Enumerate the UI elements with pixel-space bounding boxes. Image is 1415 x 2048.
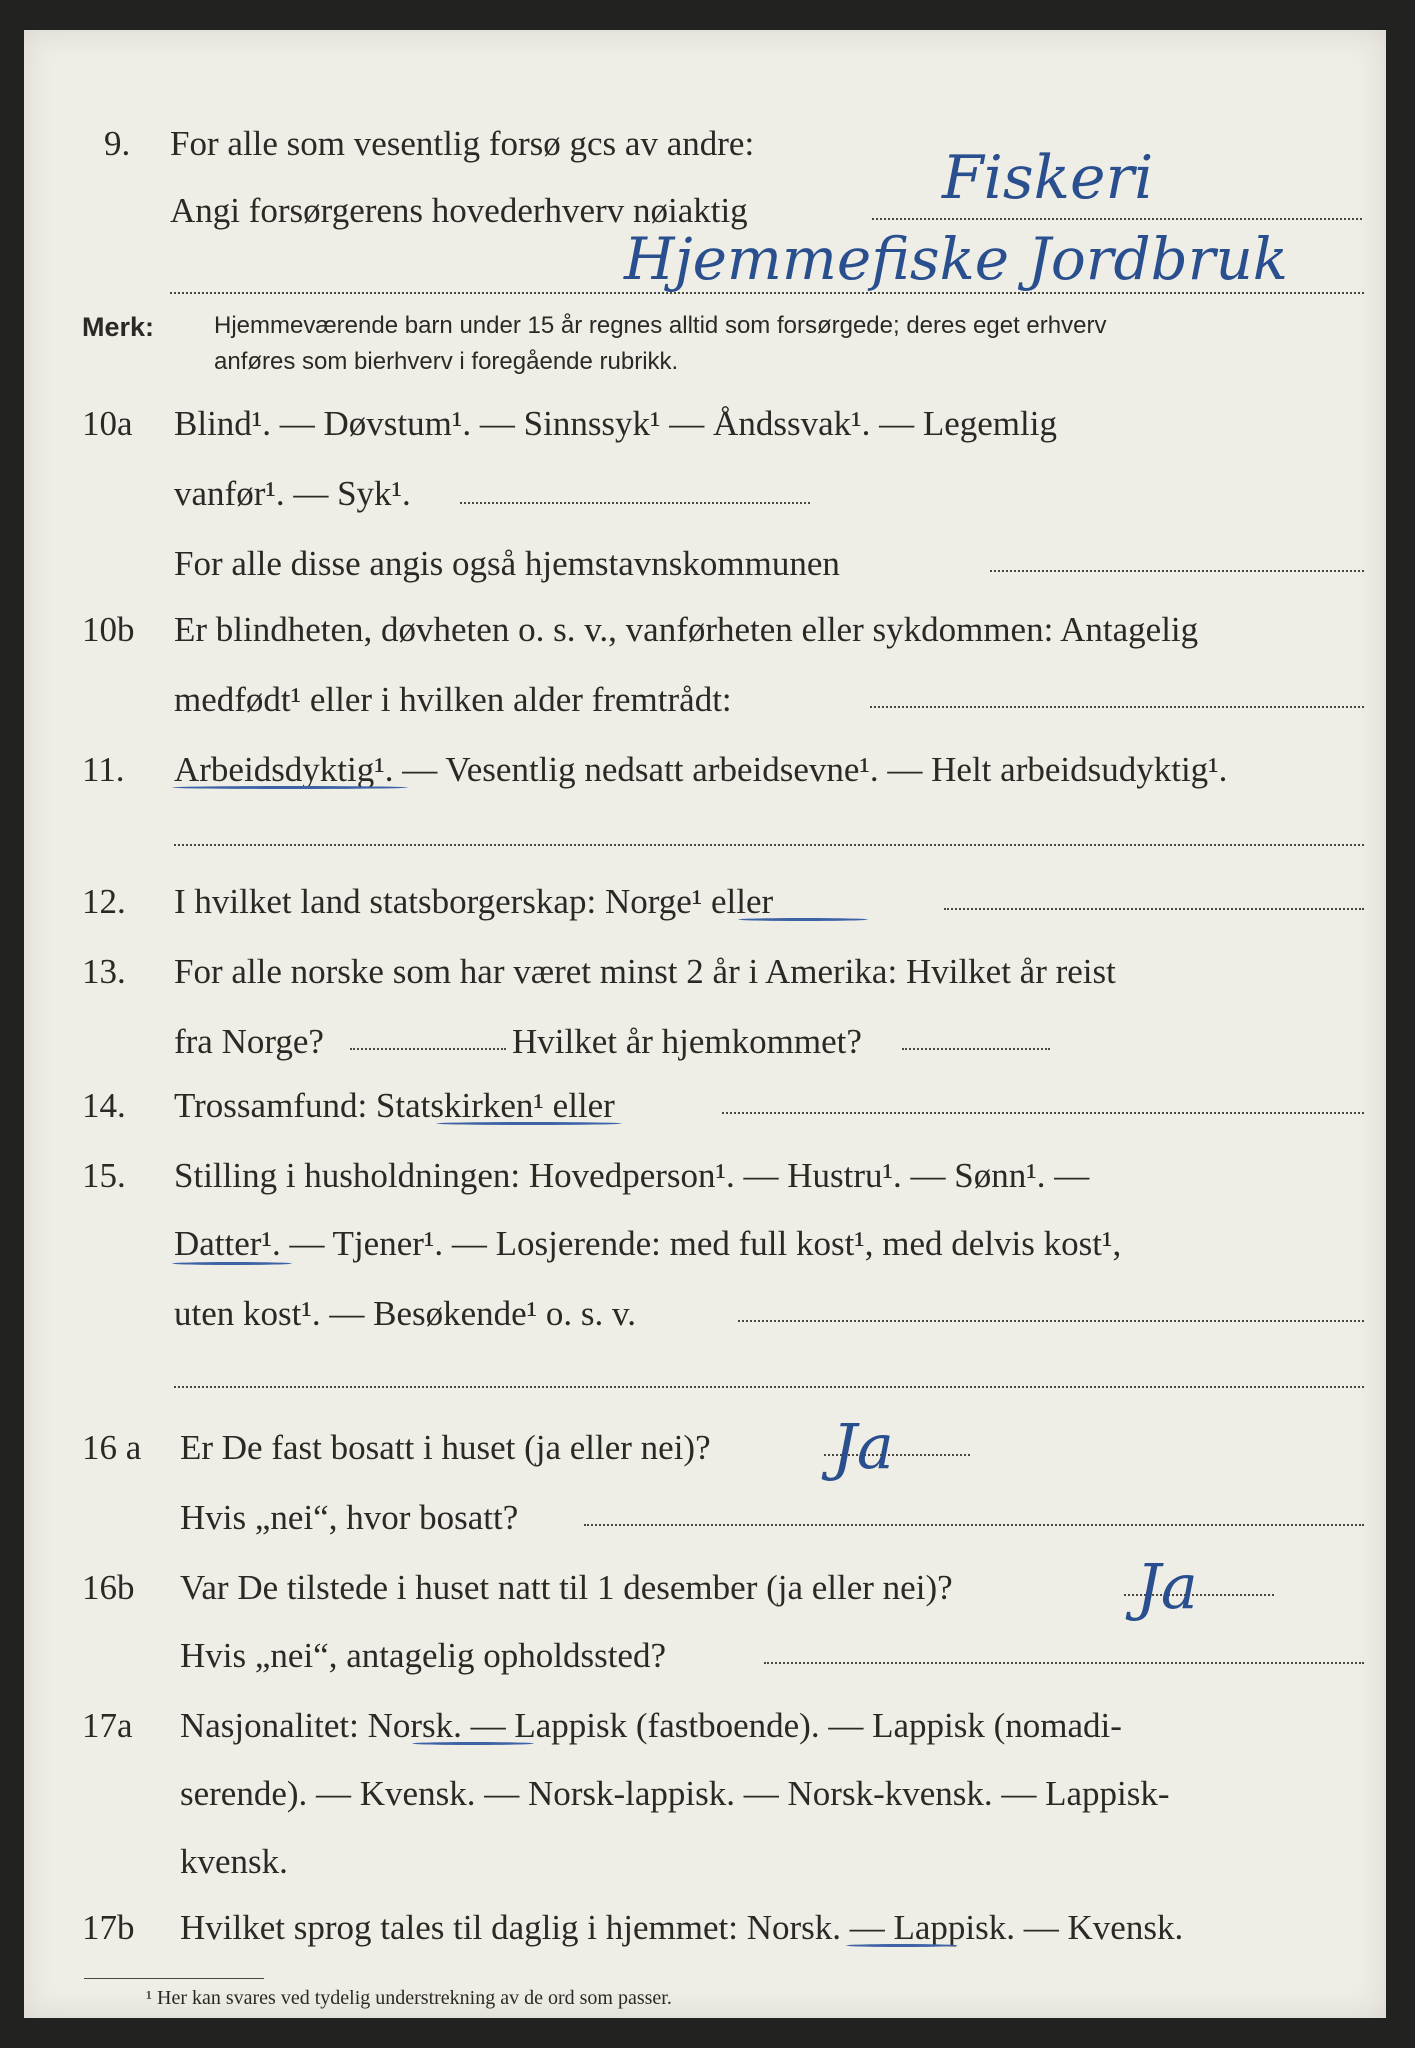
- q14-text-line1: Trossamfund: Statskirken¹ eller: [174, 1086, 615, 1125]
- q12-text-line1: I hvilket land statsborgerskap: Norge¹ eller: [174, 882, 774, 921]
- q10b-text-line1: Er blindheten, døvheten o. s. v., vanførheten eller sykdommen: Antagelig: [174, 610, 1199, 649]
- merk-text-line2: anføres som bierhverv i foregående rubrikk.: [214, 348, 679, 375]
- q17a-text-line1: Nasjonalitet: Norsk. — Lappisk (fastboende). — Lappisk (nomadi-: [180, 1706, 1122, 1745]
- q15-text-line2: Datter¹. — Tjener¹. — Losjerende: med full kost¹, med delvis kost¹,: [174, 1224, 1122, 1263]
- q14-answer-line: [722, 1112, 1364, 1114]
- q9-handwritten-answer1: Fiskeri: [942, 143, 1154, 213]
- q10b-number: 10b: [82, 610, 135, 649]
- q16a-handwritten-answer: Ja: [832, 1410, 894, 1483]
- q16a-residence-line: [584, 1524, 1364, 1526]
- q11-answer-line: [174, 844, 1364, 846]
- q15-underline-datter: [172, 1262, 292, 1265]
- q9-number: 9.: [104, 124, 131, 163]
- q10a-text-line2: vanfør¹. — Syk¹.: [174, 474, 411, 513]
- q17a-underline-norsk: [412, 1742, 534, 1745]
- q16b-stay-line: [764, 1662, 1364, 1664]
- merk-label: Merk:: [82, 312, 155, 342]
- q17b-underline-norsk: [846, 1944, 958, 1947]
- q10a-number: 10a: [82, 404, 133, 443]
- q15-answer-line1: [738, 1320, 1364, 1322]
- q9-answer-line1: [872, 218, 1362, 220]
- q13-text-line2b: Hvilket år hjemkommet?: [512, 1022, 862, 1061]
- q11-number: 11.: [82, 750, 125, 789]
- q14-underline-statskirken: [436, 1122, 622, 1125]
- q10b-answer-line: [870, 706, 1364, 708]
- q16b-handwritten-answer: Ja: [1136, 1550, 1198, 1623]
- q10a-text-line1: Blind¹. — Døvstum¹. — Sinnssyk¹ — Åndssvak¹. — Legemlig: [174, 404, 1057, 443]
- q11-underline-arbeidsdyktig: [172, 786, 408, 789]
- q9-text-line2: Angi forsørgerens hovederhverv nøiaktig: [170, 191, 748, 230]
- q16a-number: 16 a: [82, 1428, 142, 1467]
- q17a-text-line2: serende). — Kvensk. — Norsk-lappisk. — Norsk-kvensk. — Lappisk-: [180, 1774, 1170, 1813]
- q17b-number: 17b: [82, 1908, 135, 1947]
- q9-handwritten-answer2: Hjemmefiske Jordbruk: [624, 225, 1288, 293]
- q13-return-year-line: [902, 1048, 1050, 1050]
- q16a-text-line1: Er De fast bosatt i huset (ja eller nei)?: [180, 1428, 711, 1467]
- q11-text-line1: Arbeidsdyktig¹. — Vesentlig nedsatt arbeidsevne¹. — Helt arbeidsudyktig¹.: [174, 750, 1228, 789]
- q15-text-line3: uten kost¹. — Besøkende¹ o. s. v.: [174, 1294, 637, 1333]
- q15-answer-line2: [174, 1386, 1364, 1388]
- q9-text-line1: For alle som vesentlig forsø gcs av andre:: [170, 124, 755, 163]
- q10b-text-line2: medfødt¹ eller i hvilken alder fremtrådt:: [174, 680, 732, 719]
- footnote-text: ¹ Her kan svares ved tydelig understrekning av de ord som passer.: [146, 1987, 672, 2009]
- q10a-sick-answer-line: [460, 502, 810, 504]
- q13-departure-year-line: [350, 1048, 506, 1050]
- footnote-rule: [84, 1978, 264, 1979]
- q16b-text-line2: Hvis „nei“, antagelig opholdssted?: [180, 1636, 666, 1675]
- q15-number: 15.: [82, 1156, 126, 1195]
- census-form-page: [24, 30, 1386, 2018]
- q17b-text-line1: Hvilket sprog tales til daglig i hjemmet: Norsk. — Lappisk. — Kvensk.: [180, 1908, 1184, 1947]
- q12-answer-line: [944, 908, 1364, 910]
- q12-underline-norge: [738, 918, 868, 921]
- q13-text-line1: For alle norske som har været minst 2 år i Amerika: Hvilket år reist: [174, 952, 1116, 991]
- q17a-number: 17a: [82, 1706, 133, 1745]
- q16b-text-line1: Var De tilstede i huset natt til 1 desember (ja eller nei)?: [180, 1568, 953, 1607]
- merk-text-line1: Hjemmeværende barn under 15 år regnes alltid som forsørgede; deres eget erhverv: [214, 312, 1107, 339]
- q15-text-line1: Stilling i husholdningen: Hovedperson¹. — Hustru¹. — Sønn¹. —: [174, 1156, 1090, 1195]
- q10a-home-municipality-line: [990, 570, 1364, 572]
- q17a-text-line3: kvensk.: [180, 1842, 288, 1881]
- q14-number: 14.: [82, 1086, 126, 1125]
- q16a-text-line2: Hvis „nei“, hvor bosatt?: [180, 1498, 519, 1537]
- q13-text-line2a: fra Norge?: [174, 1022, 324, 1061]
- q10a-text-line3: For alle disse angis også hjemstavnskommunen: [174, 544, 840, 583]
- q16b-number: 16b: [82, 1568, 135, 1607]
- q12-number: 12.: [82, 882, 126, 921]
- q13-number: 13.: [82, 952, 126, 991]
